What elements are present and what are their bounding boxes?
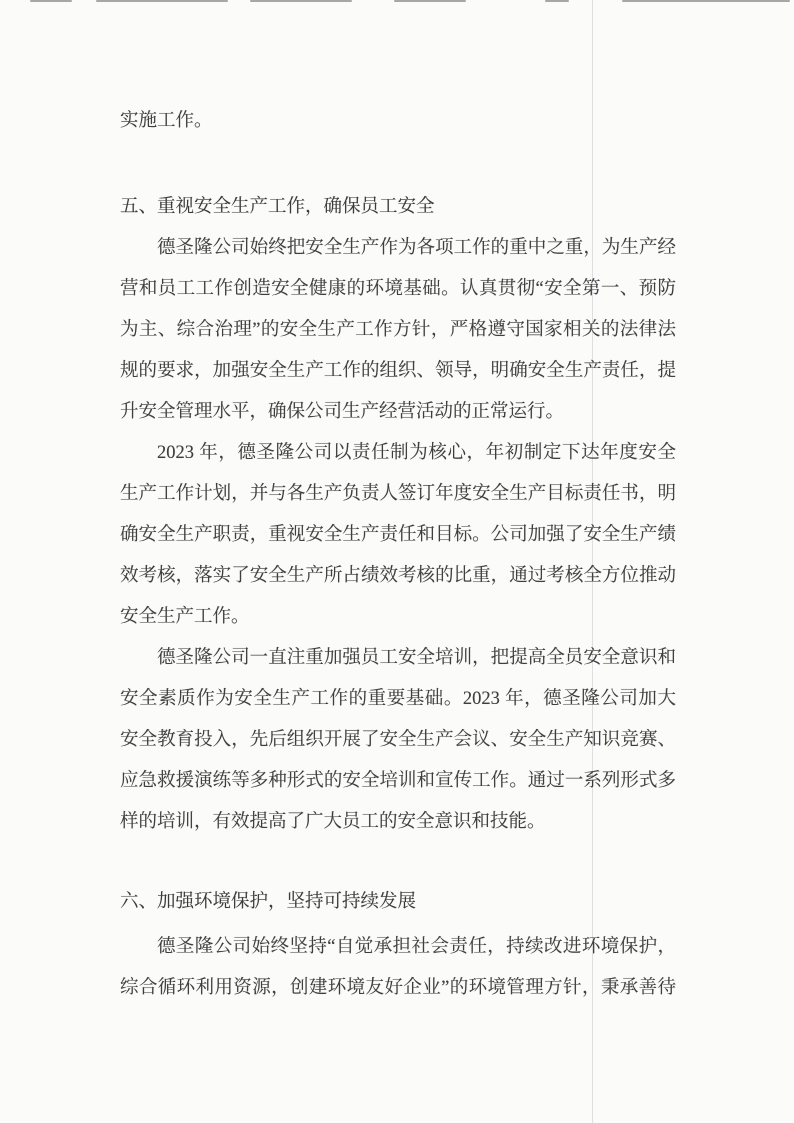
- paragraph-line: 规的要求，加强安全生产工作的组织、领导，明确安全生产责任，提: [120, 361, 676, 381]
- paragraph-line: 确安全生产职责，重视安全生产责任和目标。公司加强了安全生产绩: [120, 525, 676, 545]
- paragraph-line: 安全素质作为安全生产工作的重要基础。2023 年，德圣隆公司加大: [120, 689, 676, 709]
- paragraph-continuation-line: 实施工作。: [120, 111, 213, 131]
- section-heading-five: 五、重视安全生产工作，确保员工安全: [120, 197, 435, 217]
- paragraph-line: 2023 年，德圣隆公司以责任制为核心，年初制定下达年度安全: [157, 443, 676, 463]
- paragraph-line: 样的培训，有效提高了广大员工的安全意识和技能。: [120, 812, 546, 832]
- paragraph-line: 效考核，落实了安全生产所占绩效考核的比重，通过考核全方位推动: [120, 566, 676, 586]
- scan-smudge: [250, 0, 352, 2]
- scan-top-edge-artifact: [0, 0, 794, 3]
- paragraph-line: 德圣隆公司始终把安全生产作为各项工作的重中之重，为生产经: [157, 238, 676, 258]
- scan-smudge: [394, 0, 466, 2]
- paragraph-line: 为主、综合治理”的安全生产工作方针，严格遵守国家相关的法律法: [120, 320, 676, 340]
- paragraph-line: 营和员工工作创造安全健康的环境基础。认真贯彻“安全第一、预防: [120, 279, 676, 299]
- paragraph-line: 安全生产工作。: [120, 607, 250, 627]
- paragraph-line: 德圣隆公司始终坚持“自觉承担社会责任，持续改进环境保护，: [157, 937, 676, 957]
- scan-smudge: [545, 0, 569, 2]
- scan-smudge: [622, 0, 790, 2]
- paragraph-line: 生产工作计划，并与各生产负责人签订年度安全生产目标责任书，明: [120, 484, 676, 504]
- section-heading-six: 六、加强环境保护，坚持可持续发展: [120, 892, 417, 912]
- document-content: [120, 101, 676, 1009]
- paragraph-line: 德圣隆公司一直注重加强员工安全培训，把提高全员安全意识和: [157, 648, 676, 668]
- paragraph-line: 安全教育投入，先后组织开展了安全生产会议、安全生产知识竞赛、: [120, 730, 676, 750]
- scan-smudge: [96, 0, 228, 2]
- paragraph-line: 应急救援演练等多种形式的安全培训和宣传工作。通过一系列形式多: [120, 771, 676, 791]
- paragraph-line: 升安全管理水平，确保公司生产经营活动的正常运行。: [120, 402, 565, 422]
- paragraph-line: 综合循环利用资源，创建环境友好企业”的环境管理方针，秉承善待: [120, 978, 676, 998]
- scan-smudge: [30, 0, 72, 2]
